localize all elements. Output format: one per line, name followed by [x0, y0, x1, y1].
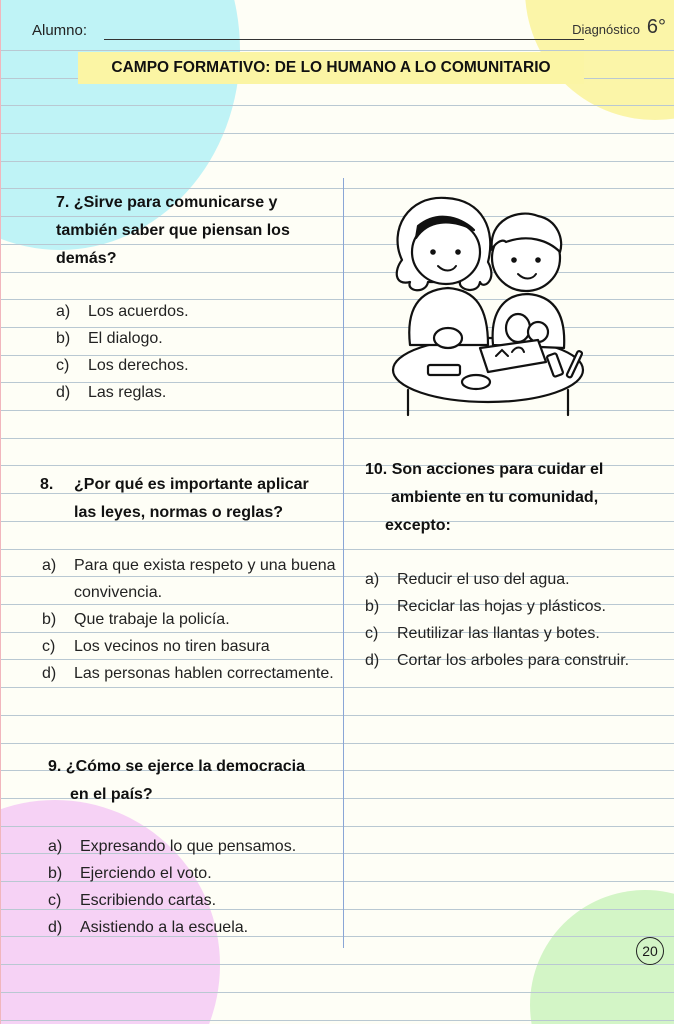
question-7-line: también saber que piensan los	[56, 222, 290, 239]
question-7-line: demás?	[56, 250, 117, 267]
question-8-line: ¿Por qué es importante aplicar	[74, 476, 309, 493]
option-item[interactable]: c) Los vecinos no tiren basura	[42, 638, 270, 655]
question-7-line: 7. ¿Sirve para comunicarse y	[56, 194, 278, 211]
header	[32, 14, 668, 44]
question-10-options	[365, 566, 670, 674]
option-item[interactable]: a) Reducir el uso del agua.	[365, 571, 570, 588]
option-item[interactable]: c) Escribiendo cartas.	[48, 892, 217, 909]
option-item[interactable]: c) Reutilizar las llantas y botes.	[365, 625, 600, 642]
ruled-line	[0, 743, 674, 744]
question-7-title	[56, 189, 336, 273]
section-banner: CAMPO FORMATIVO: DE LO HUMANO A LO COMUNITARIO	[78, 52, 584, 84]
diagnostic-label: Diagnóstico	[572, 22, 640, 37]
question-8-line: las leyes, normas o reglas?	[74, 504, 283, 521]
column-divider	[343, 178, 344, 948]
option-item[interactable]: b) El dialogo.	[56, 330, 163, 347]
option-item[interactable]: a) Los acuerdos.	[56, 303, 189, 320]
children-playdough-illustration	[388, 190, 598, 420]
ruled-line	[0, 438, 674, 439]
option-item[interactable]: d) Cortar los arboles para construir.	[365, 652, 630, 669]
question-9-line: 9. ¿Cómo se ejerce la democracia	[48, 758, 306, 775]
option-item[interactable]: c) Los derechos.	[56, 357, 189, 374]
option-item[interactable]: a) Expresando lo que pensamos.	[48, 838, 297, 855]
question-8-number: 8.	[40, 476, 54, 493]
ruled-line	[0, 826, 674, 827]
ruled-line	[0, 133, 674, 134]
grade-label: 6°	[646, 16, 666, 38]
option-item[interactable]: b) Ejerciendo el voto.	[48, 865, 212, 882]
question-10-title	[365, 456, 665, 540]
question-8-options	[42, 552, 342, 687]
ruled-line	[0, 50, 674, 51]
option-item[interactable]: d) Las reglas.	[56, 384, 167, 401]
ruled-line	[0, 715, 674, 716]
ruled-line	[0, 1020, 674, 1021]
question-8-title	[40, 471, 335, 527]
ruled-line	[0, 105, 674, 106]
ruled-line	[0, 687, 674, 688]
question-9-options	[48, 833, 343, 941]
option-item[interactable]: a) Para que exista respeto y una buena convivencia.	[42, 557, 336, 601]
question-7-options	[56, 298, 341, 406]
option-item[interactable]: b) Reciclar las hojas y plásticos.	[365, 598, 606, 615]
question-9-title	[48, 753, 338, 809]
page-number: 20	[636, 937, 664, 965]
ruled-line	[0, 161, 674, 162]
student-label: Alumno:	[32, 22, 88, 39]
question-10-line: excepto:	[385, 517, 451, 534]
student-name-field[interactable]	[104, 39, 584, 40]
ruled-line	[0, 964, 674, 965]
question-10-line: 10. Son acciones para cuidar el	[365, 461, 604, 478]
ruled-line	[0, 992, 674, 993]
ruled-line	[0, 549, 674, 550]
option-item[interactable]: b) Que trabaje la policía.	[42, 611, 230, 628]
option-item[interactable]: d) Asistiendo a la escuela.	[48, 919, 249, 936]
question-9-line: en el país?	[70, 786, 153, 803]
option-item[interactable]: d) Las personas hablen correctamente.	[42, 665, 334, 682]
question-10-line: ambiente en tu comunidad,	[391, 489, 599, 506]
margin-line	[0, 0, 1, 1024]
